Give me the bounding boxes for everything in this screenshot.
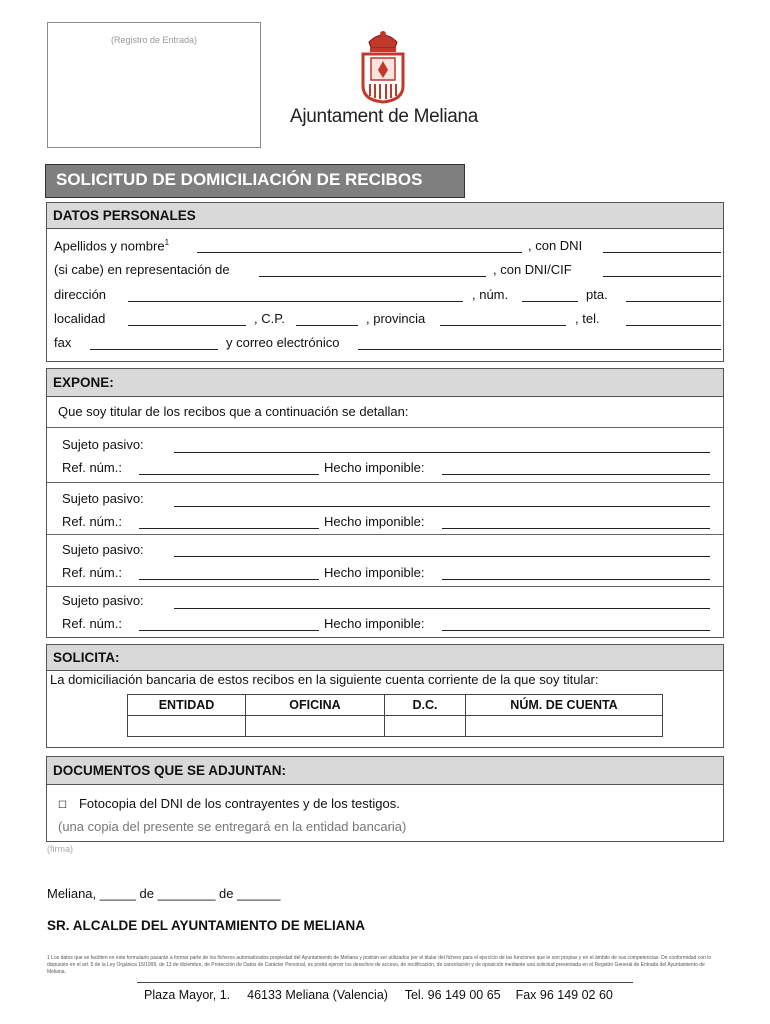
subject-field[interactable] — [174, 506, 710, 507]
divider — [47, 427, 723, 428]
expone-text: Que soy titular de los recibos que a continuación se detallan: — [58, 404, 409, 419]
phone-field[interactable] — [626, 325, 721, 326]
taxable-fact-field[interactable] — [442, 630, 710, 631]
representation-label: (si cabe) en representación de — [54, 262, 230, 277]
address-label: dirección — [54, 287, 107, 302]
name-label: Apellidos y nombre$^1$ — [54, 238, 170, 254]
phone-label: , tel. — [575, 311, 600, 326]
postal-code-field[interactable] — [296, 325, 358, 326]
footer-postal: 46133 Meliana (Valencia) — [247, 988, 388, 1002]
fax-field[interactable] — [90, 349, 218, 350]
address-field[interactable] — [128, 301, 463, 302]
number-field[interactable] — [522, 301, 578, 302]
entity-cell[interactable] — [128, 716, 246, 737]
account-number-cell[interactable] — [466, 716, 663, 737]
province-label: , provincia — [366, 311, 426, 326]
ref-field[interactable] — [139, 528, 319, 529]
footer-divider — [137, 982, 633, 983]
form-title: SOLICITUD DE DOMICILIACIÓN DE RECIBOS — [56, 170, 423, 189]
locality-field[interactable] — [128, 325, 246, 326]
dnicif-label: , con DNI/CIF — [493, 262, 572, 277]
personal-data-section — [46, 202, 724, 362]
ref-field[interactable] — [139, 630, 319, 631]
coat-of-arms-icon — [355, 28, 411, 104]
footer-fax: Fax 96 149 02 60 — [515, 988, 613, 1002]
bank-account-table — [127, 694, 663, 737]
email-field[interactable] — [358, 349, 721, 350]
name-field[interactable] — [197, 252, 522, 253]
dnicif-field[interactable] — [603, 276, 721, 277]
documents-item — [58, 796, 400, 811]
form-title-box — [45, 164, 465, 198]
addressee: SR. ALCALDE DEL AYUNTAMIENTO DE MELIANA — [47, 918, 366, 933]
taxable-fact-label: Hecho imponible: — [324, 565, 425, 580]
subject-label: Sujeto pasivo: — [62, 437, 144, 452]
representation-field[interactable] — [259, 276, 486, 277]
divider — [47, 534, 723, 535]
column-header: ENTIDAD — [128, 695, 246, 716]
subject-field[interactable] — [174, 608, 710, 609]
data-protection-footnote: 1 Los datos que se faciliten en este formulario pasarán a formar parte de los ficheros automatizados propiedad del Ayuntamiento de Meliana y podrán ser utilizados por el titular del fichero para el ejercicio de las funciones que le son propias y en el ámbito de sus competencias. De conformidad con lo dispuesto en el art. 5 de la Ley Orgánica 15/1999, de 13 de diciembre, de Protección de Datos de Carácter Personal, es podrá ejercer los derechos de acceso, de rectificación, de cancelación y de oposición mediante una solicitud presentada en el Registro General de Entrada del Ayuntamiento de Meliana. — [47, 955, 712, 975]
footer — [144, 988, 613, 1002]
entry-stamp-box — [47, 22, 261, 148]
taxable-fact-field[interactable] — [442, 528, 710, 529]
entry-stamp-label: (Registro de Entrada) — [110, 35, 198, 45]
postal-code-label: , C.P. — [254, 311, 285, 326]
footer-address: Plaza Mayor, 1. — [144, 988, 231, 1002]
solicita-text: La domiciliación bancaria de estos recibos en la siguiente cuenta corriente de la que soy titular: — [50, 672, 599, 687]
ref-label: Ref. núm.: — [62, 616, 122, 631]
dni-label: , con DNI — [528, 238, 583, 253]
column-header: OFICINA — [246, 695, 385, 716]
taxable-fact-label: Hecho imponible: — [324, 616, 425, 631]
solicita-heading: SOLICITA: — [47, 645, 723, 671]
taxable-fact-label: Hecho imponible: — [324, 514, 425, 529]
personal-data-heading: DATOS PERSONALES — [47, 203, 723, 229]
documents-heading: DOCUMENTOS QUE SE ADJUNTAN: — [47, 757, 723, 785]
subject-label: Sujeto pasivo: — [62, 593, 144, 608]
locality-label: localidad — [54, 311, 106, 326]
province-field[interactable] — [440, 325, 566, 326]
checkbox[interactable]: ☐ — [58, 800, 67, 811]
ref-label: Ref. núm.: — [62, 565, 122, 580]
city-name: Ajuntament de Meliana — [290, 106, 479, 127]
ref-label: Ref. núm.: — [62, 460, 122, 475]
door-label: pta. — [586, 287, 608, 302]
number-label: , núm. — [472, 287, 509, 302]
taxable-fact-field[interactable] — [442, 474, 710, 475]
taxable-fact-label: Hecho imponible: — [324, 460, 425, 475]
door-field[interactable] — [626, 301, 721, 302]
subject-label: Sujeto pasivo: — [62, 491, 144, 506]
date-line: Meliana, _____ de ________ de ______ — [47, 886, 281, 901]
divider — [47, 482, 723, 483]
divider — [47, 586, 723, 587]
ref-field[interactable] — [139, 474, 319, 475]
column-header: NÚM. DE CUENTA — [466, 695, 663, 716]
email-label: y correo electrónico — [226, 335, 340, 350]
expone-heading: EXPONE: — [47, 369, 723, 397]
taxable-fact-field[interactable] — [442, 579, 710, 580]
fax-label: fax — [54, 335, 72, 350]
documents-item-text: Fotocopia del DNI de los contrayentes y de los testigos. — [78, 796, 400, 811]
ref-field[interactable] — [139, 579, 319, 580]
subject-field[interactable] — [174, 556, 710, 557]
subject-field[interactable] — [174, 452, 710, 453]
control-digit-cell[interactable] — [385, 716, 466, 737]
subject-label: Sujeto pasivo: — [62, 542, 144, 557]
copy-note: (una copia del presente se entregará en la entidad bancaria) — [58, 819, 407, 834]
column-header: D.C. — [385, 695, 466, 716]
signature-label: (firma) — [47, 844, 73, 854]
ref-label: Ref. núm.: — [62, 514, 122, 529]
dni-field[interactable] — [603, 252, 721, 253]
footer-phone: Tel. 96 149 00 65 — [404, 988, 501, 1002]
office-cell[interactable] — [246, 716, 385, 737]
